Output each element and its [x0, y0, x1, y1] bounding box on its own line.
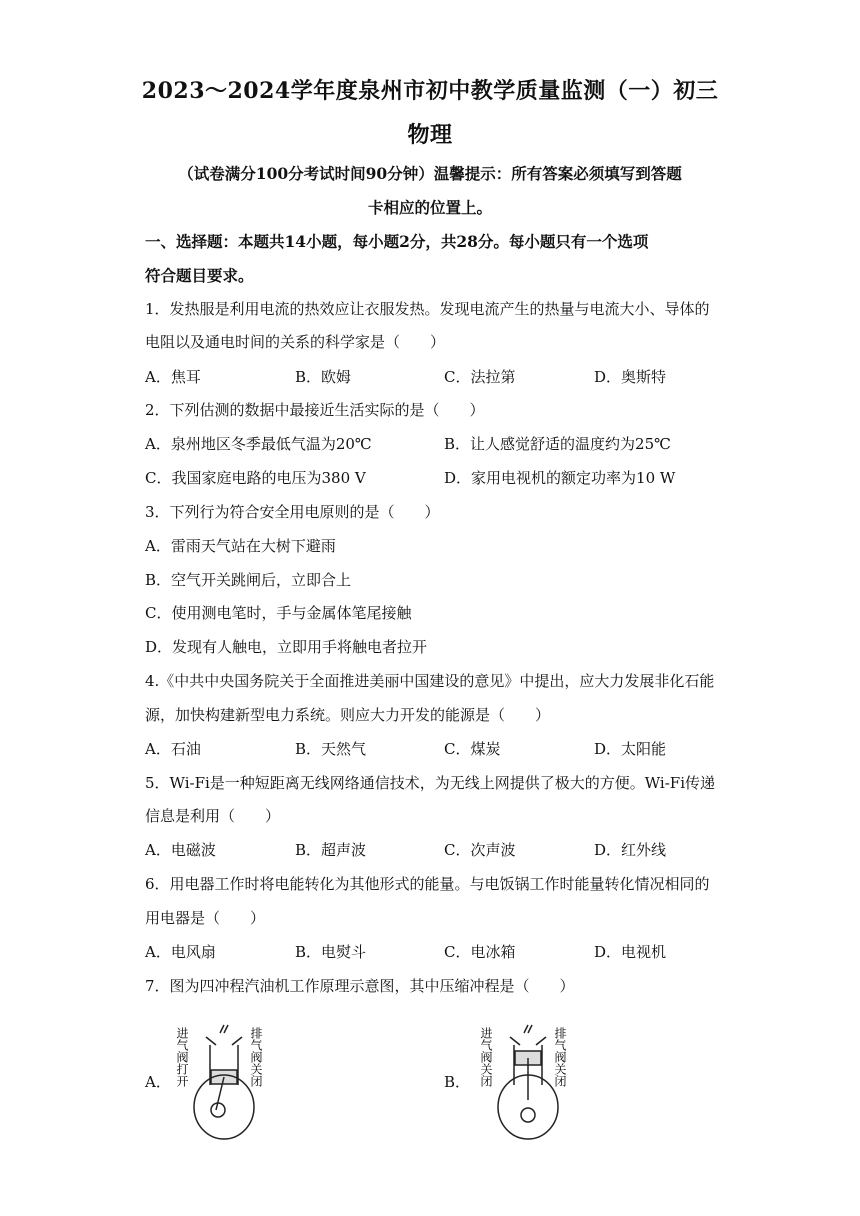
q4-stem-line2: 源，加快构建新型电力系统。则应大力开发的能源是（ ）	[145, 706, 551, 724]
exam-note-line2: 卡相应的位置上。	[367, 198, 492, 217]
q1-stem-line2: 电阻以及通电时间的关系的科学家是（ ）	[145, 333, 446, 351]
q7-b-exhaust-label: 排气阀关闭	[553, 1027, 567, 1087]
q7-option-b-label: B．	[444, 1073, 471, 1091]
q7-b-intake-label: 进气阀关闭	[479, 1027, 493, 1087]
q4-stem-line1: 4.《中共中央国务院关于全面推进美丽中国建设的意见》中提出，应大力发展非化石能	[145, 672, 715, 690]
q1-stem-line1: 1．发热服是利用电流的热效应让衣服发热。发现电流产生的热量与电流大小、导体的	[145, 300, 710, 318]
q6-stem-line2: 用电器是（ ）	[145, 909, 266, 927]
q4-option-a: A．石油	[145, 740, 201, 758]
q5-option-c: C．次声波	[444, 841, 516, 859]
q5-stem-line1: 5．Wi-Fi是一种短距离无线网络通信技术，为无线上网提供了极大的方便。Wi-Fi传递	[145, 774, 715, 792]
q1-option-a: A．焦耳	[145, 368, 201, 386]
q4-option-b: B．天然气	[295, 740, 367, 758]
exam-note-line1: （试卷满分100分考试时间90分钟）温馨提示：所有答案必须填写到答题	[178, 164, 682, 183]
q2-option-b: B．让人感觉舒适的温度约为25℃	[444, 435, 671, 453]
q2-stem: 2．下列估测的数据中最接近生活实际的是（ ）	[145, 401, 485, 419]
exam-title: 2023～2024学年度泉州市初中教学质量监测（一）初三	[141, 78, 719, 104]
q7-stem: 7．图为四冲程汽油机工作原理示意图，其中压缩冲程是（ ）	[145, 977, 575, 995]
q6-stem-line1: 6．用电器工作时将电能转化为其他形式的能量。与电饭锅工作时能量转化情况相同的	[145, 875, 710, 893]
q7-a-intake-label: 进气阀打开	[175, 1027, 189, 1087]
exam-subject: 物理	[407, 122, 453, 148]
q3-option-a: A．雷雨天气站在大树下避雨	[145, 537, 336, 555]
q7-engine-diagram-b	[476, 1015, 576, 1145]
q6-option-b: B．电熨斗	[295, 943, 367, 961]
q7-a-exhaust-label: 排气阀关闭	[249, 1027, 263, 1087]
section-heading-line2: 符合题目要求。	[145, 266, 254, 285]
q1-option-c: C．法拉第	[444, 368, 516, 386]
q2-option-d: D．家用电视机的额定功率为10 W	[444, 469, 676, 487]
q6-option-d: D．电视机	[594, 943, 667, 961]
q3-stem: 3．下列行为符合安全用电原则的是（ ）	[145, 503, 440, 521]
q4-option-c: C．煤炭	[444, 740, 501, 758]
q3-option-b: B．空气开关跳闸后，立即合上	[145, 571, 352, 589]
q5-option-d: D．红外线	[594, 841, 667, 859]
q7-option-a-label: A．	[145, 1073, 171, 1091]
q4-option-d: D．太阳能	[594, 740, 667, 758]
q3-option-d: D．发现有人触电，立即用手将触电者拉开	[145, 638, 428, 656]
q1-option-b: B．欧姆	[295, 368, 352, 386]
q1-option-d: D．奥斯特	[594, 368, 667, 386]
q2-option-c: C．我国家庭电路的电压为380 V	[145, 469, 366, 487]
q5-stem-line2: 信息是利用（ ）	[145, 807, 281, 825]
q2-option-a: A．泉州地区冬季最低气温为20℃	[145, 435, 372, 453]
q5-option-a: A．电磁波	[145, 841, 216, 859]
section-heading-line1: 一、选择题：本题共14小题，每小题2分，共28分。每小题只有一个选项	[145, 232, 649, 251]
q7-engine-diagram-a	[172, 1015, 272, 1145]
q6-option-a: A．电风扇	[145, 943, 216, 961]
q6-option-c: C．电冰箱	[444, 943, 516, 961]
q3-option-c: C．使用测电笔时，手与金属体笔尾接触	[145, 604, 412, 622]
q5-option-b: B．超声波	[295, 841, 367, 859]
